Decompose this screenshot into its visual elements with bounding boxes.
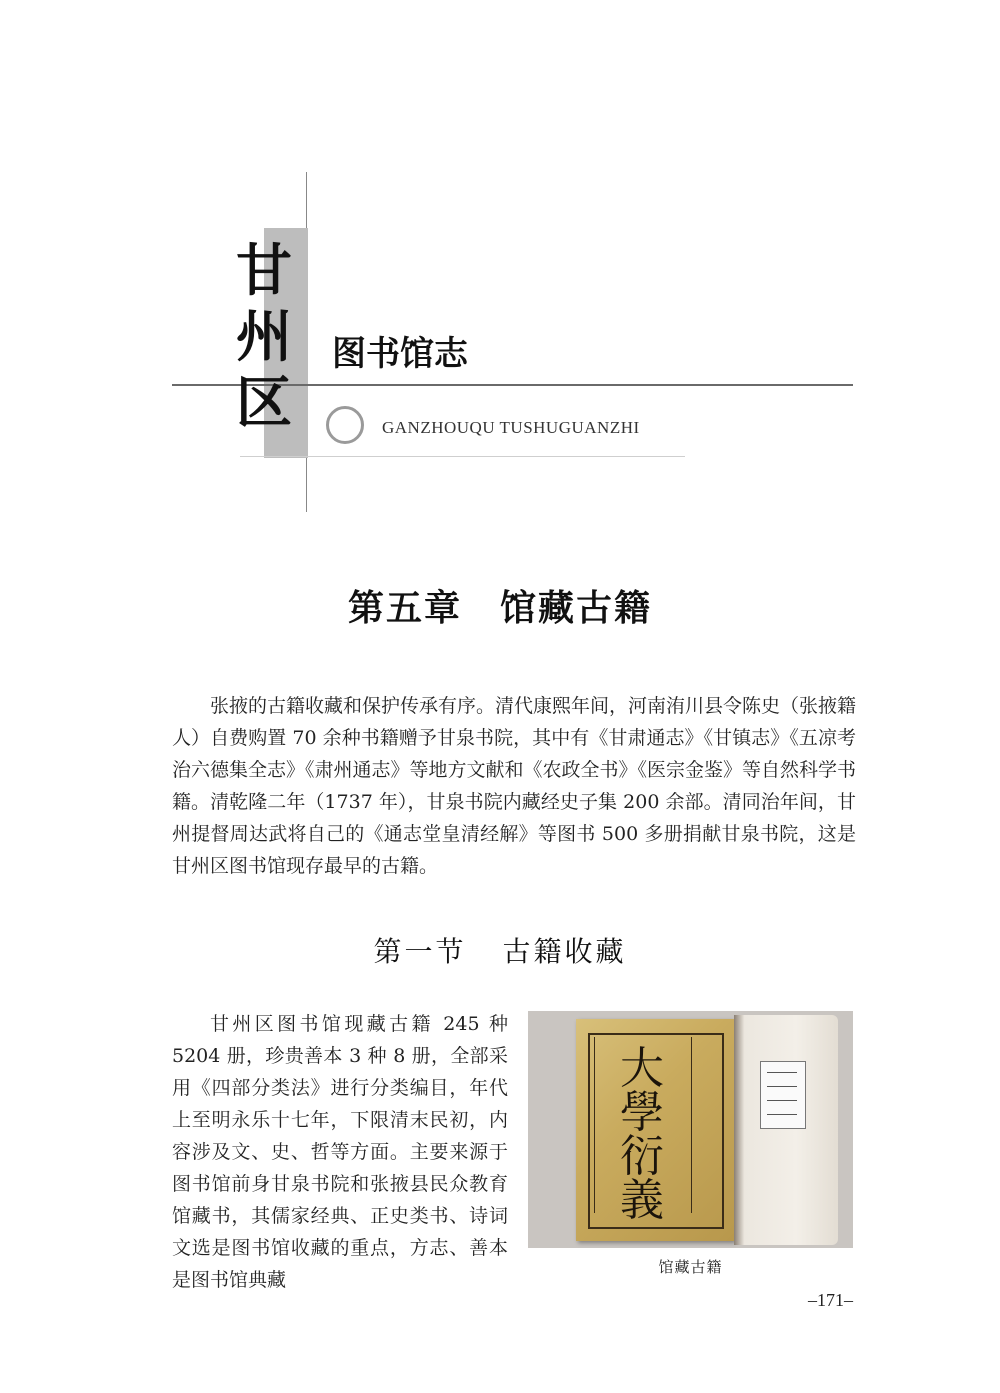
book-title-char: 大 [620, 1043, 664, 1094]
brand-char: 区 [236, 370, 292, 436]
brand-char: 州 [236, 304, 292, 370]
ancient-book-photo [528, 1011, 853, 1248]
header-brand-calligraphy [224, 238, 304, 436]
section-name: 古籍收藏 [502, 935, 627, 968]
book-title-calligraphy [602, 1043, 682, 1226]
section-number: 第一节 [373, 935, 467, 968]
brand-char: 甘 [236, 238, 292, 304]
header-subtitle: GANZHOUQU TUSHUGUANZHI [382, 418, 640, 437]
book-catalog-label [760, 1061, 806, 1129]
section-paragraph: 甘州区图书馆现藏古籍 245 种 5204 册，珍贵善本 3 种 8 册，全部采用《四部分类法》进行分类编目，年代上至明永乐十七年，下限清末民初，内容涉及文、史、哲等方面。主要来源于图书馆前身甘泉书院和张掖县民众教育馆藏书，其儒家经典、正史类书、诗词文选是图书馆收藏的重点，方志、善本是图书馆典藏 [172, 1013, 508, 1291]
chapter-name: 馆藏古籍 [500, 587, 653, 629]
chapter-number: 第五章 [347, 587, 462, 629]
section-text-block [172, 1008, 508, 1296]
page-number: –171– [808, 1290, 853, 1310]
header-thin-rule [240, 456, 685, 457]
book-cover [576, 1019, 734, 1241]
book-title-char: 衍 [620, 1131, 664, 1182]
circle-ornament-icon [326, 406, 364, 444]
chapter-title [0, 580, 1000, 631]
book-title-char: 學 [620, 1087, 664, 1138]
book-pages [734, 1015, 838, 1245]
photo-caption: 馆藏古籍 [658, 1258, 723, 1276]
header-title: 图书馆志 [332, 334, 468, 374]
intro-text-block [172, 690, 856, 882]
section-title [0, 930, 1000, 970]
intro-paragraph: 张掖的古籍收藏和保护传承有序。清代康熙年间，河南洧川县令陈史（张掖籍人）自费购置 70 余种书籍赠予甘泉书院，其中有《甘肃通志》《甘镇志》《五凉考治六德集全志》《肃州通志》等地方文献和《农政全书》《医宗金鉴》等自然科学书籍。清乾隆二年（1737 年），甘泉书院内藏经史子集 200 余部。清同治年间，甘州提督周达武将自己的《通志堂皇清经解》等图书 500 多册捐献甘泉书院，这是甘州区图书馆现存最早的古籍。 [172, 695, 857, 877]
book-title-char: 義 [620, 1175, 664, 1226]
